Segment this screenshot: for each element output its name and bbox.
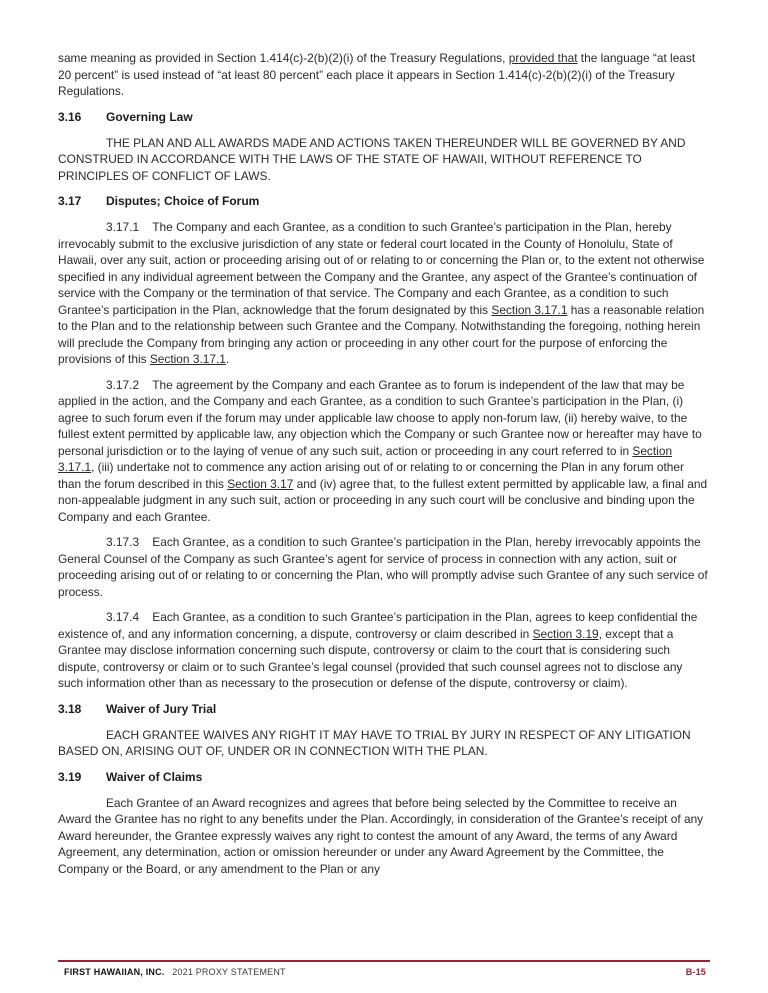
text-run: . — [225, 352, 230, 366]
section-title: Disputes; Choice of Forum — [106, 194, 260, 208]
text-run: THE PLAN AND ALL AWARDS MADE AND ACTIONS TAKEN THEREUNDER WILL BE GOVERNED BY AND CONSTRUED IN ACCORDANCE WITH THE LAWS OF THE STATE OF HAWAII, WITHOUT REFERENCE TO PRINCIPLES OF CONFLICT OF LAWS. — [58, 135, 686, 183]
paragraph-governing-law — [58, 135, 710, 185]
document-content — [58, 50, 710, 886]
paragraph-3-17-1 — [58, 219, 710, 368]
section-number: 3.18 — [58, 701, 82, 716]
text-run: , except that a Grantee may disclose information concerning such dispute, controversy or claim to the court that is considering such dispute, controversy or claim or to such Grantee’s legal counsel (provided that such counsel agrees not to disclose any such information other than as necessary to the prosecution or defense of the dispute, controversy or claim). — [58, 626, 683, 690]
text-run: 3.17.1 The Company and each Grantee, as a condition to such Grantee’s participation in the Plan, hereby irrevocably submit to the exclusive jurisdiction of any state or federal court located in the County of Honolulu, State of Hawaii, over any suit, action or proceeding arising out of or relating to or concerning the Plan or, to the extent not otherwise specified in any individual agreement between the Company and the Grantee, any aspect of the Grantee’s continuation of service with the Company or the termination of that service. The Company and each Grantee, as a condition to such Grantee’s participation in the Plan, acknowledge that the forum designated by this — [58, 220, 705, 317]
section-reference: Section 3.17.1 — [149, 352, 226, 366]
paragraph-continuation — [58, 50, 710, 100]
text-run: same meaning as provided in Section 1.414(c)-2(b)(2)(i) of the Treasury Regulations, — [58, 51, 509, 65]
text-run: 3.17.4 Each Grantee, as a condition to such Grantee’s participation in the Plan, agrees to keep confidential the existence of, and any information concerning, a dispute, controversy or claim described in — [58, 610, 698, 641]
text-run: , (iii) undertake not to commence any action arising out of or relating to or concerning the Plan in any forum other than the forum described in this — [58, 460, 684, 491]
section-title: Waiver of Jury Trial — [106, 701, 217, 716]
text-run: has a reasonable relation to the Plan and to the relationship between such Grantee and the Company. Notwithstanding the foregoing, nothing herein will preclude the Company from bringing any action or proceeding in any other court for the purpose of enforcing the provisions of this — [58, 302, 705, 366]
section-reference: Section 3.19 — [532, 626, 599, 641]
footer-company-name: FIRST HAWAIIAN, INC. — [64, 967, 165, 977]
text-run: EACH GRANTEE WAIVES ANY RIGHT IT MAY HAVE TO TRIAL BY JURY IN RESPECT OF ANY LITIGATION BASED ON, ARISING OUT OF, UNDER OR IN CONNECTION WITH THE PLAN. — [58, 727, 691, 758]
section-heading-3-19 — [58, 769, 710, 786]
footer-rule — [58, 960, 710, 962]
paragraph-3-17-3 — [58, 534, 710, 600]
section-reference: Section 3.17.1 — [491, 302, 568, 317]
section-reference: Section 3.17.1 — [58, 443, 673, 474]
text-run: Each Grantee of an Award recognizes and agrees that before being selected by the Committee to receive an Award the Grantee has no right to any benefits under the Plan. Accordingly, in consideration of the Grantee’s receipt of any Award hereunder, the Grantee expressly waives any right to contest the amount of any Award, the terms of any Award Agreement, any determination, action or omission hereunder or under any Award Agreement by the Committee, the Company or the Board, or any amendment to the Plan or any — [58, 795, 704, 876]
paragraph-jury-trial-waiver — [58, 727, 710, 760]
section-heading-3-16 — [58, 109, 710, 126]
section-reference: Section 3.17 — [227, 476, 294, 491]
section-heading-3-18 — [58, 701, 710, 718]
paragraph-3-17-4 — [58, 609, 710, 692]
section-number: 3.17 — [58, 194, 82, 208]
section-title: Governing Law — [106, 109, 193, 124]
text-run: 3.17.2 The agreement by the Company and each Grantee as to forum is independent of the law that may be applied in the action, and the Company and each Grantee, as a condition to such Grantee’s participation in the Plan, (i) agree to such forum even if the forum may under applicable law choose to apply non-forum law, (ii) hereby waive, to the fullest extent permitted by applicable law, any objection which the Company or such Grantee now or hereafter may have to personal jurisdiction or to the laying of venue of any such suit, action or proceeding in any court referred to in — [58, 377, 702, 458]
section-number: 3.19 — [58, 769, 82, 784]
footer-page-number: B-15 — [685, 967, 706, 977]
footer-statement-title: 2021 PROXY STATEMENT — [172, 967, 286, 977]
text-run: and (iv) agree that, to the fullest extent permitted by applicable law, a final and non-appealable judgment in any such suit, action or proceeding in any such court will be conclusive and binding upon the Company and each Grantee. — [58, 476, 708, 524]
section-heading-3-17 — [58, 193, 710, 210]
section-reference: provided that — [508, 51, 578, 65]
page-footer — [58, 960, 710, 978]
text-run: the language “at least 20 percent” is used instead of “at least 80 percent” each place it appears in Section 1.414(c)-2(b)(2)(i) of the Treasury Regulations. — [58, 51, 696, 98]
paragraph-3-17-2 — [58, 377, 710, 526]
section-number: 3.16 — [58, 109, 82, 124]
section-title: Waiver of Claims — [106, 769, 203, 784]
paragraph-waiver-of-claims — [58, 795, 710, 878]
footer-row — [58, 966, 710, 978]
text-run: 3.17.3 Each Grantee, as a condition to such Grantee’s participation in the Plan, hereby irrevocably appoints the General Counsel of the Company as such Grantee’s agent for service of process in connection with any action, suit or proceeding arising out of or relating to or concerning the Plan, who will promptly advise such Grantee of any such service of process. — [58, 535, 708, 599]
footer-left — [64, 966, 286, 978]
